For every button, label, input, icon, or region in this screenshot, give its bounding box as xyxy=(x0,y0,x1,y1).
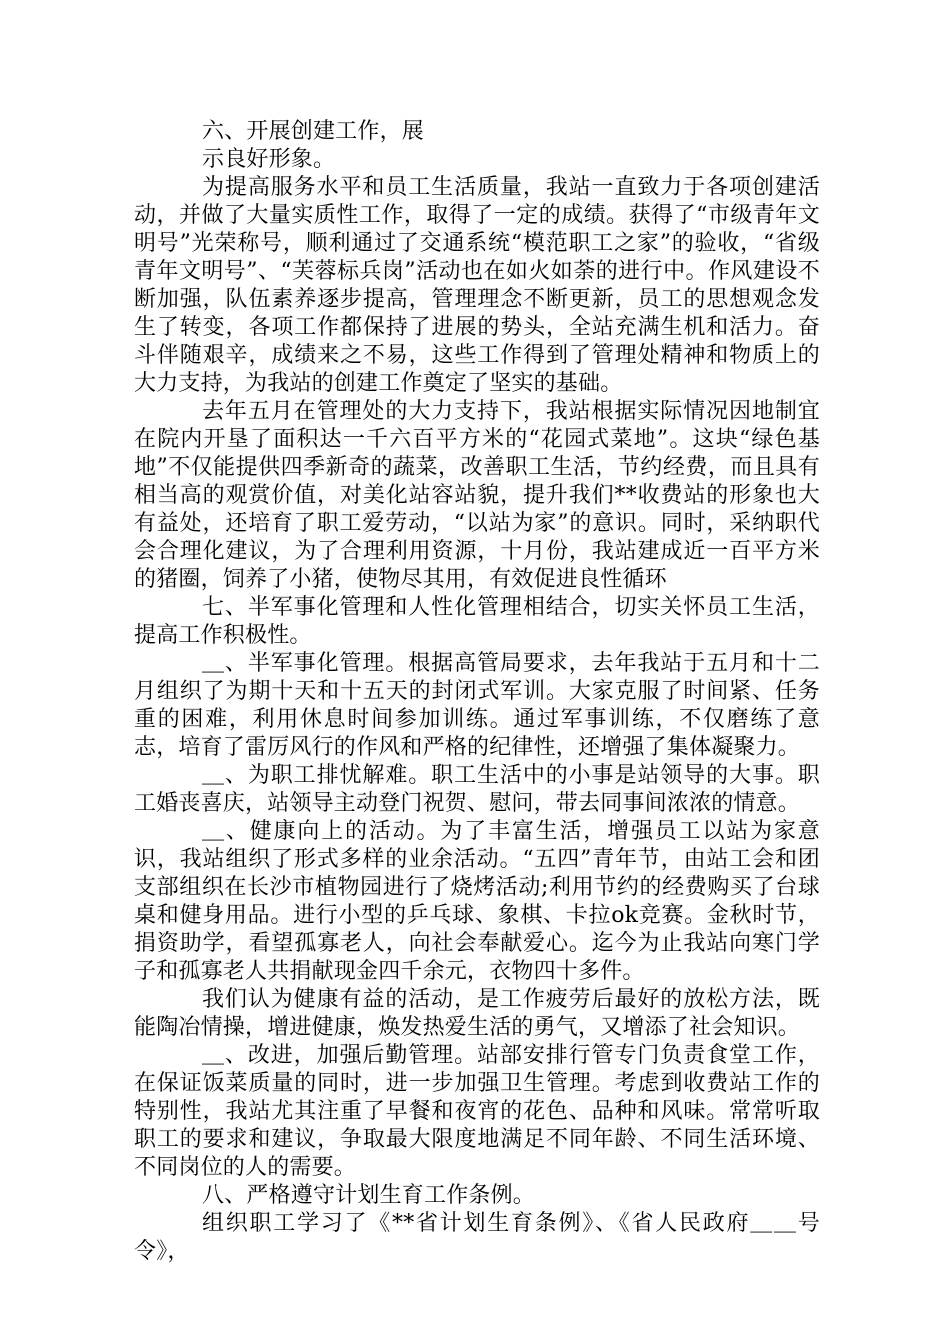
document-body xyxy=(134,118,820,1266)
paragraph-creation-activities: 为提高服务水平和员工生活质量，我站一直致力于各项创建活动，并做了大量实质性工作，取得了一定的成绩。获得了“市级青年文明号”光荣称号，顺利通过了交通系统“模范职工之家”的验收，“省级青年文明号”、“芙蓉标兵岗”活动也在如火如荼的进行中。作风建设不断加强，队伍素养逐步提高，管理理念不断更新，员工的思想观念发生了转变，各项工作都保持了进展的势头，全站充满生机和活力。奋斗伴随艰辛，成绩来之不易，这些工作得到了管理处精神和物质上的大力支持，为我站的创建工作奠定了坚实的基础。 xyxy=(134,175,820,396)
section-heading-seven: 七、半军事化管理和人性化管理相结合，切实关怀员工生活，提高工作积极性。 xyxy=(134,595,820,648)
paragraph-activities-benefit: 我们认为健康有益的活动，是工作疲劳后最好的放松方法，既能陶冶情操，增进健康，焕发热爱生活的勇气，又增添了社会知识。 xyxy=(134,987,820,1040)
paragraph-garden-vegetable-plot: 去年五月在管理处的大力支持下，我站根据实际情况因地制宜在院内开垦了面积达一千六百平方米的“花园式菜地”。这块“绿色基地”不仅能提供四季新奇的蔬菜，改善职工生活，节约经费，而且具有相当高的观赏价值，对美化站容站貌，提升我们**收费站的形象也大有益处，还培育了职工爱劳动，“以站为家”的意识。同时，采纳职代会合理化建议，为了合理利用资源，十月份，我站建成近一百平方米的猪圈，饲养了小猪，使物尽其用，有效促进良性循环 xyxy=(134,399,820,592)
paragraph-staff-care: ＿、为职工排忧解难。职工生活中的小事是站领导的大事。职工婚丧喜庆，站领导主动登门祝贺、慰问，带去同事间浓浓的情意。 xyxy=(134,763,820,816)
section-heading-six-continued: 示良好形象。 xyxy=(202,147,336,172)
section-heading-six: 六、开展创建工作，展 xyxy=(202,119,425,144)
section-heading-eight: 八、严格遵守计划生育工作条例。 xyxy=(202,1183,536,1208)
paragraph-healthy-activities: ＿、健康向上的活动。为了丰富生活，增强员工以站为家意识，我站组织了形式多样的业余活动。“五四”青年节，由站工会和团支部组织在长沙市植物园进行了烧烤活动;利用节约的经费购买了台球桌和健身用品。进行小型的乒乓球、象棋、卡拉ok竞赛。金秋时节，捐资助学，看望孤寡老人，向社会奉献爱心。迄今为止我站向寒门学子和孤寡老人共捐献现金四千余元，衣物四十多件。 xyxy=(134,819,820,984)
paragraph-military-management: ＿、半军事化管理。根据高管局要求，去年我站于五月和十二月组织了为期十天和十五天的封闭式军训。大家克服了时间紧、任务重的困难，利用休息时间参加训练。通过军事训练，不仅磨练了意志，培育了雷厉风行的作风和严格的纪律性，还增强了集体凝聚力。 xyxy=(134,651,820,760)
paragraph-logistics-management: ＿、改进，加强后勤管理。站部安排行管专门负责食堂工作，在保证饭菜质量的同时，进一步加强卫生管理。考虑到收费站工作的特别性，我站尤其注重了早餐和夜宵的花色、品种和风味。常常听取职工的要求和建议，争取最大限度地满足不同年龄、不同生活环境、不同岗位的人的需要。 xyxy=(134,1043,820,1180)
paragraph-family-planning-study: 组织职工学习了《**省计划生育条例》、《省人民政府＿＿号令》， xyxy=(134,1211,820,1264)
